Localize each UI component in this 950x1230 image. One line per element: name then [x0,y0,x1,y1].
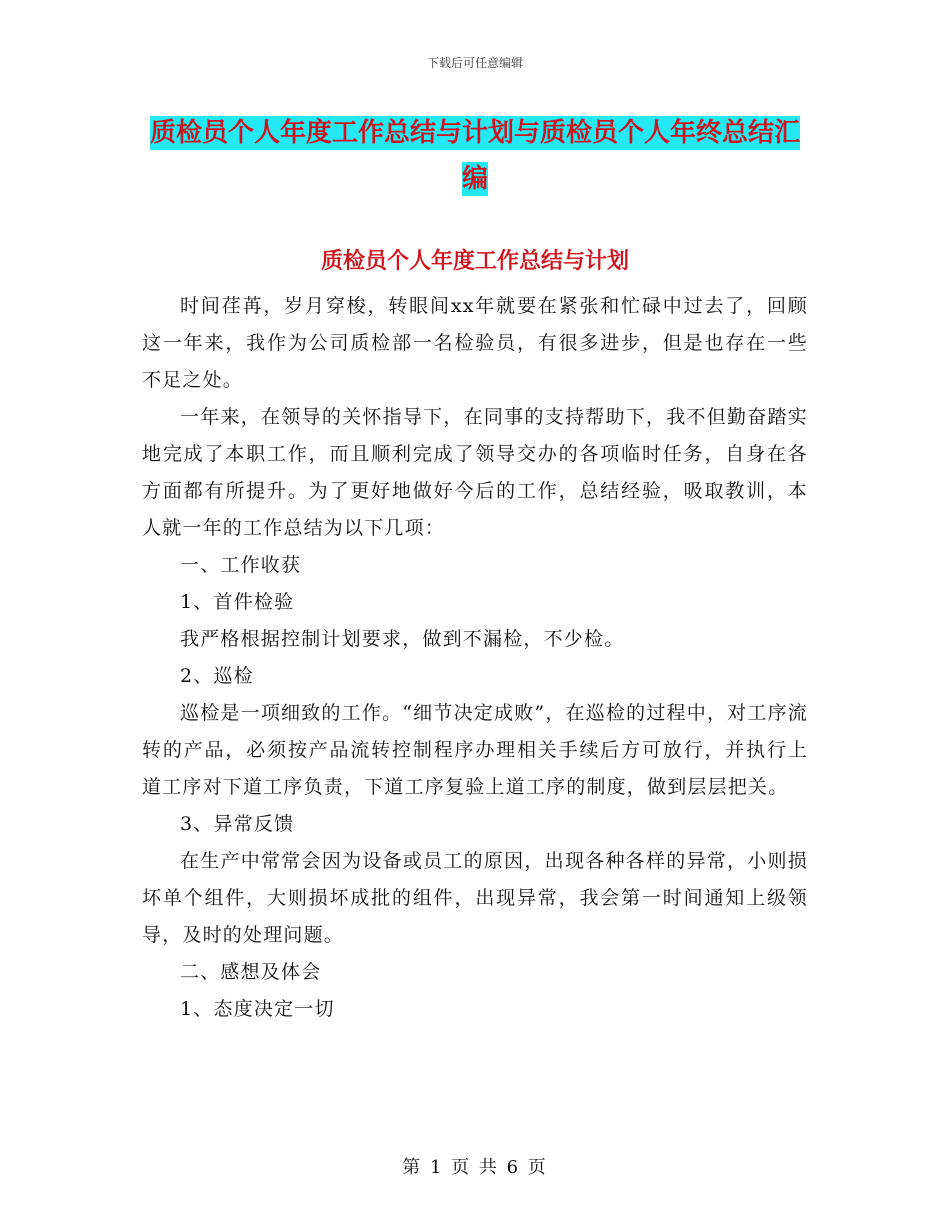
heading-patrol-inspection: 2、巡检 [180,665,254,687]
paragraph: 我严格根据控制计划要求，做到不漏检，不少检。 [180,628,625,650]
heading-reflections: 二、感想及体会 [180,961,322,983]
paragraph: 巡检是一项细致的工作。“细节决定成败”，在巡检的过程中，对工序流转的产品，必须按产品流转控制程序办理相关手续后方可放行，并执行上道工序对下道工序负责，下道工序复验上道工序的制度，做到层层把关。 [142,702,808,798]
paragraph: 一年来，在领导的关怀指导下，在同事的支持帮助下，我不但勤奋踏实地完成了本职工作，而且顺利完成了领导交办的各项临时任务，自身在各方面都有所提升。为了更好地做好今后的工作，总结经验，吸取教训，本人就一年的工作总结为以下几项： [142,406,808,539]
heading-attitude: 1、态度决定一切 [180,998,335,1020]
page-number: 第 1 页 共 6 页 [402,1157,548,1178]
heading-first-inspection: 1、首件检验 [180,591,295,613]
heading-work-gains: 一、工作收获 [180,554,302,576]
document-title [140,110,810,202]
document-body [142,288,808,1028]
paragraph: 在生产中常常会因为设备或员工的原因，出现各种各样的异常，小则损坏单个组件，大则损坏成批的组件，出现异常，我会第一时间通知上级领导，及时的处理问题。 [142,850,808,946]
paragraph: 时间荏苒，岁月穿梭，转眼间xx年就要在紧张和忙碌中过去了，回顾这一年来，我作为公司质检部一名检验员，有很多进步，但是也存在一些不足之处。 [142,295,808,391]
header-note: 下载后可任意编辑 [426,56,523,70]
document-title-text: 质检员个人年度工作总结与计划与质检员个人年终总结汇编 [149,118,800,194]
section-title: 质检员个人年度工作总结与计划 [320,248,629,274]
heading-exception-feedback: 3、异常反馈 [180,813,295,835]
